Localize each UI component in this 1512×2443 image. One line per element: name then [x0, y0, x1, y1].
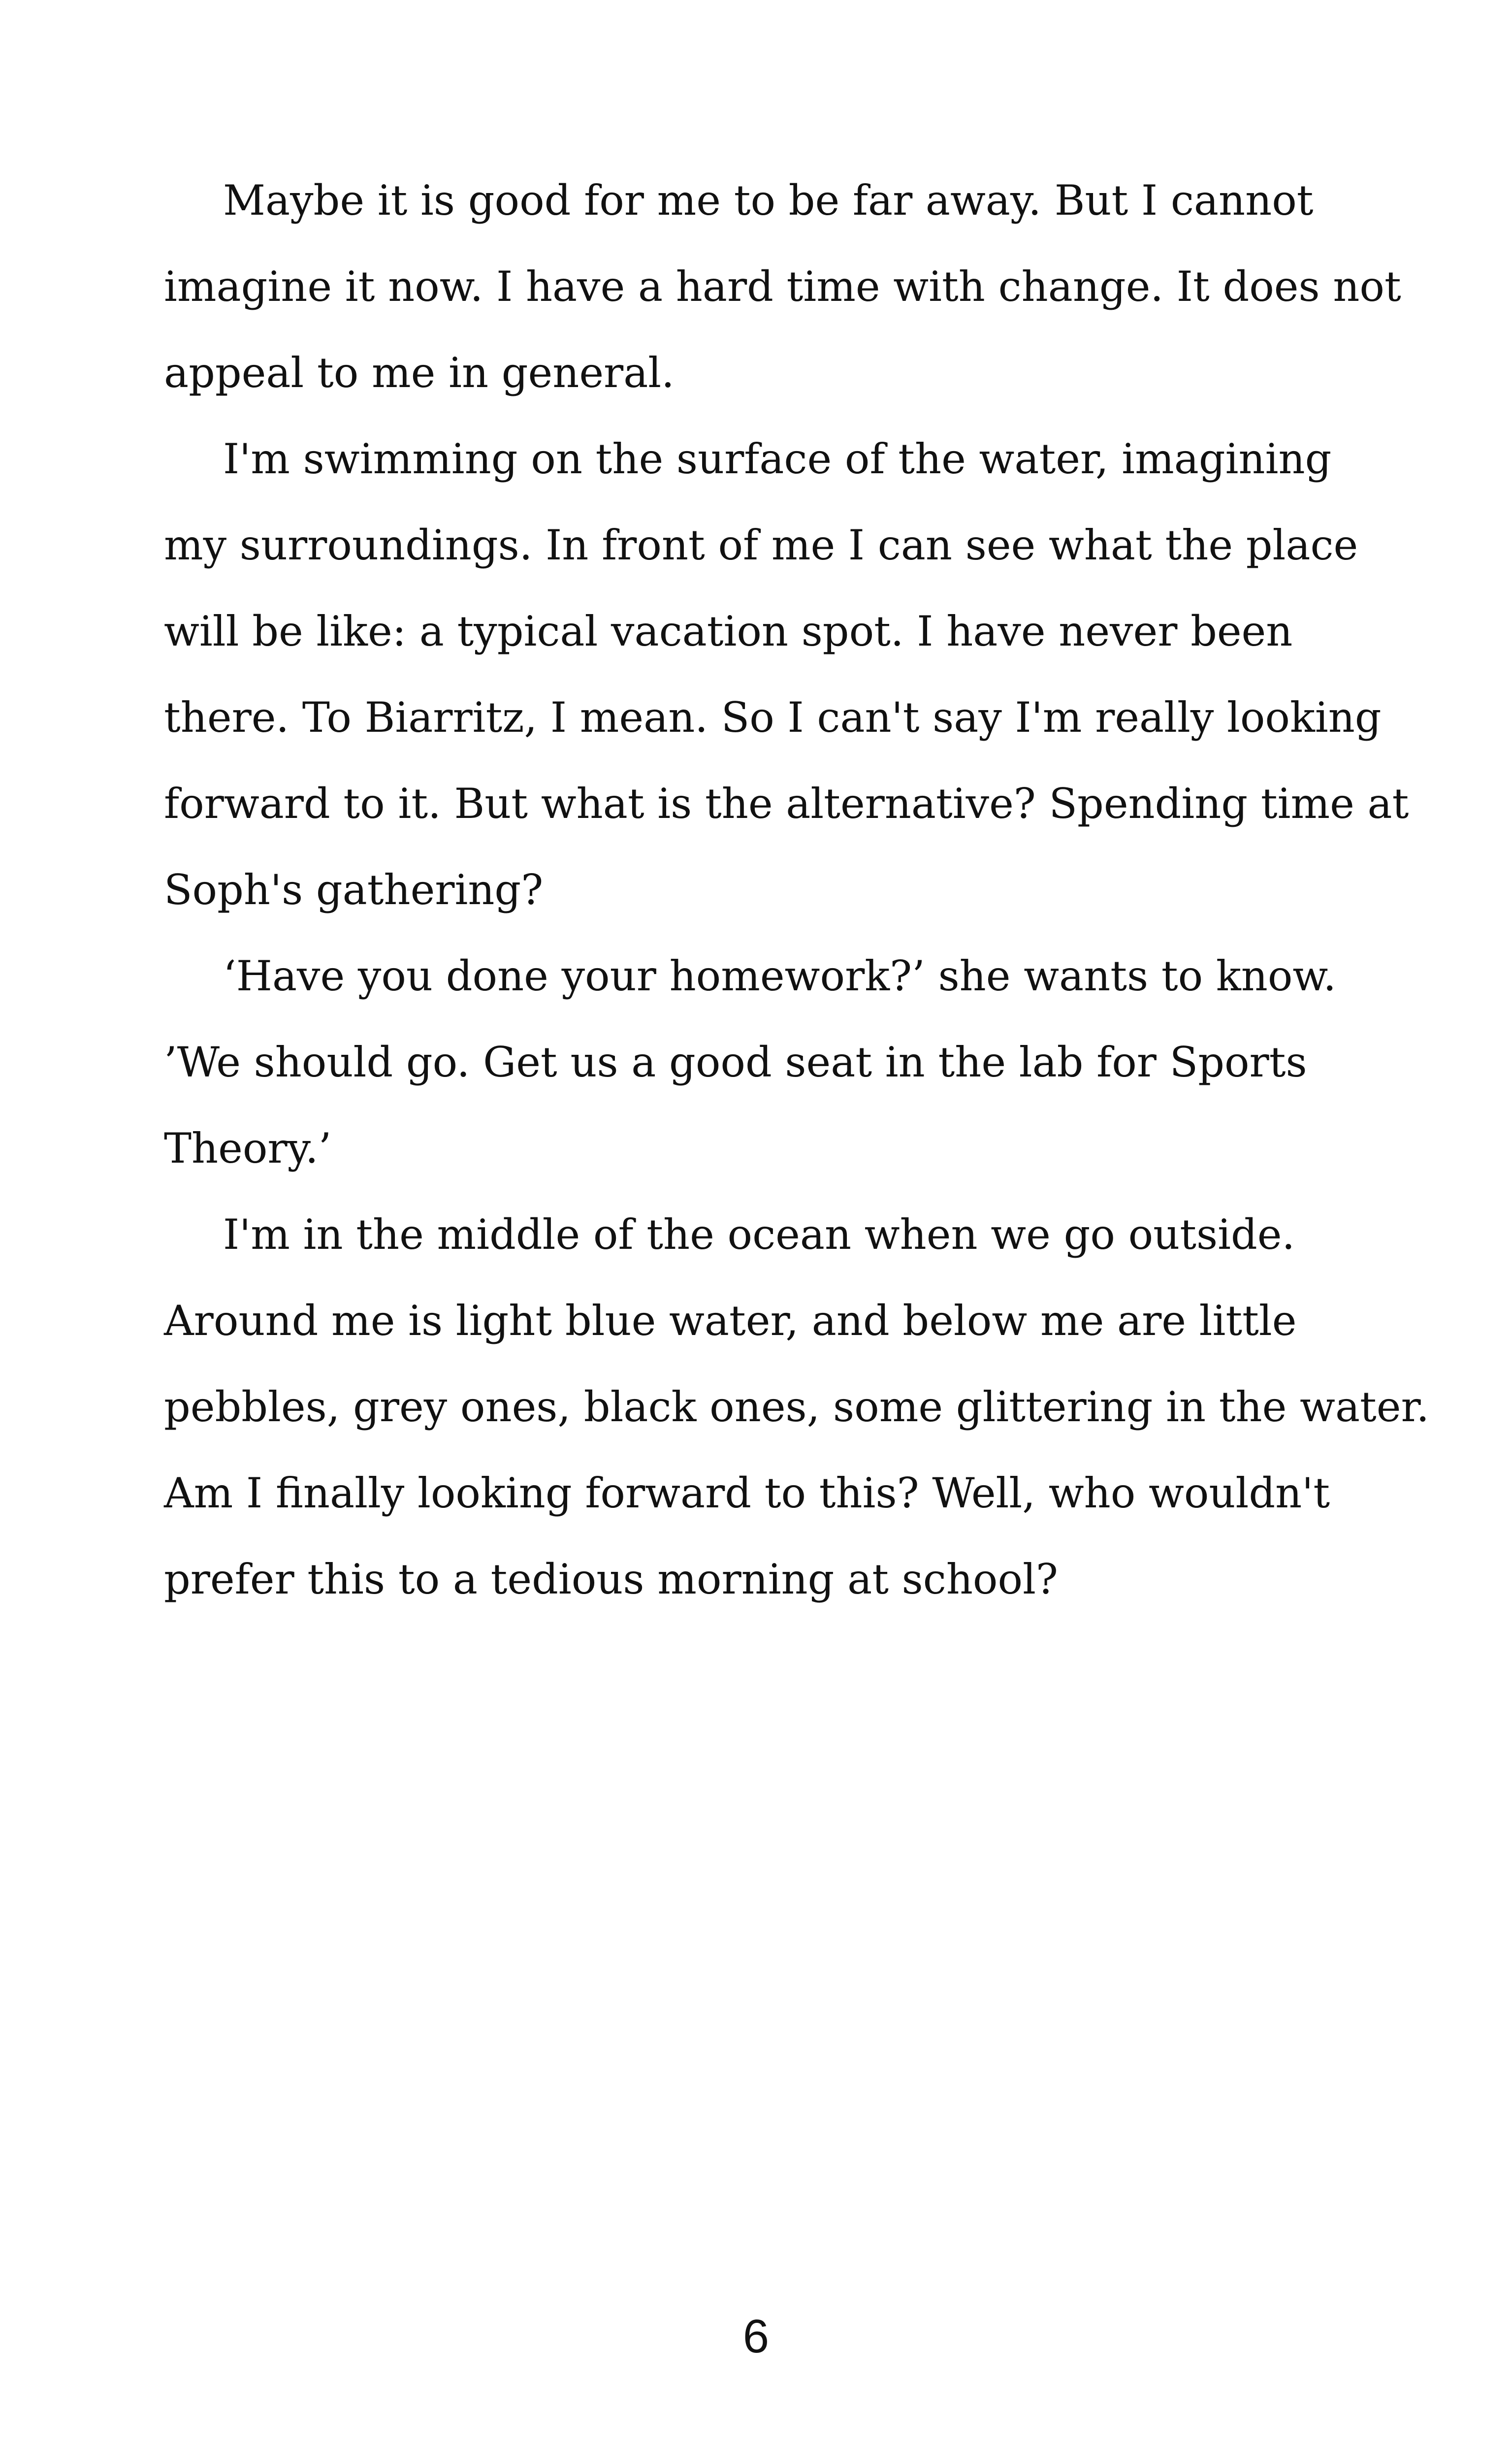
paragraph-2	[164, 416, 1409, 933]
text-line: imagine it now. I have a hard time with change. It does not	[164, 262, 1401, 311]
paragraph-4	[164, 1192, 1430, 1623]
text-line: ’We should go. Get us a good seat in the lab for Sports	[164, 1038, 1307, 1086]
page-number: 6	[742, 2310, 770, 2363]
text-line: pebbles, grey ones, black ones, some glittering in the water.	[164, 1383, 1430, 1431]
text-line: Soph's gathering?	[164, 866, 544, 914]
text-line: I'm in the middle of the ocean when we go outside.	[223, 1210, 1295, 1259]
text-line: ‘Have you done your homework?’ she wants to know.	[223, 952, 1337, 1000]
text-line: Maybe it is good for me to be far away. But I cannot	[223, 176, 1314, 225]
text-line: there. To Biarritz, I mean. So I can't say I'm really looking	[164, 693, 1382, 742]
text-line: I'm swimming on the surface of the water, imagining	[223, 435, 1332, 483]
text-line: Theory.’	[164, 1124, 332, 1173]
paragraph-3	[164, 933, 1385, 1192]
text-line: Am I finally looking forward to this? Well, who wouldn't	[164, 1469, 1330, 1517]
paragraph-1	[164, 158, 1401, 416]
text-line: will be like: a typical vacation spot. I have never been	[164, 607, 1293, 655]
text-line: Around me is light blue water, and below me are little	[164, 1297, 1297, 1345]
body-text	[164, 158, 1430, 1623]
text-line: my surroundings. In front of me I can see what the place	[164, 521, 1358, 569]
text-line: appeal to me in general.	[164, 349, 675, 397]
text-line: prefer this to a tedious morning at school?	[164, 1555, 1058, 1603]
text-line: forward to it. But what is the alternative? Spending time at	[164, 780, 1409, 828]
